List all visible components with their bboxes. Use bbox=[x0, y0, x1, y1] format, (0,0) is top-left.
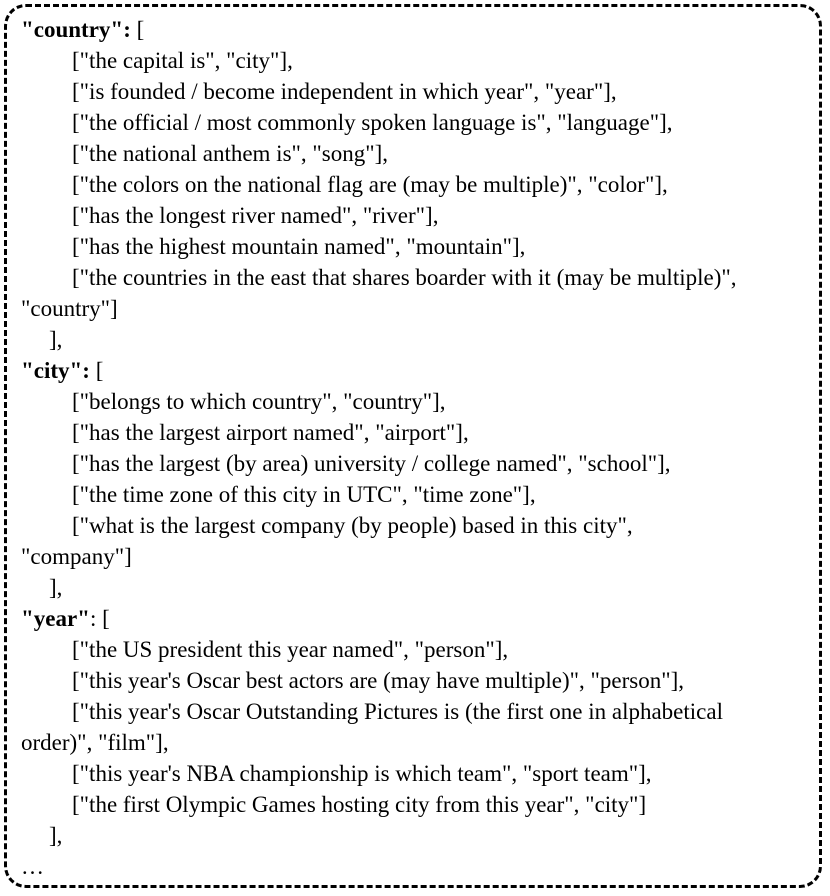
list-item: ["the capital is", "city"], bbox=[72, 48, 293, 73]
key-year: "year" bbox=[21, 606, 90, 631]
close-bracket: ], bbox=[49, 823, 63, 848]
section-header-year bbox=[21, 603, 817, 634]
json-listing bbox=[21, 14, 817, 882]
list-item: ["the official / most commonly spoken language is", "language"], bbox=[72, 110, 673, 135]
list-item: ["this year's Oscar best actors are (may have multiple)", "person"], bbox=[72, 668, 685, 693]
list-item-wrap: "company"] bbox=[21, 544, 132, 569]
ellipsis: … bbox=[21, 854, 44, 879]
list-item: ["is founded / become independent in which year", "year"], bbox=[72, 79, 617, 104]
section-header-country bbox=[21, 14, 817, 45]
list-item: ["the first Olympic Games hosting city from this year", "city"] bbox=[72, 792, 647, 817]
list-item: ["the national anthem is", "song"], bbox=[72, 141, 389, 166]
open-bracket: [ bbox=[89, 358, 104, 383]
section-header-city bbox=[21, 355, 817, 386]
close-bracket: ], bbox=[49, 575, 63, 600]
open-bracket: [ bbox=[130, 17, 145, 42]
list-item-wrap: "country"] bbox=[21, 296, 118, 321]
list-item-wrap: order)", "film"], bbox=[21, 730, 169, 755]
list-item: ["has the highest mountain named", "mountain"], bbox=[72, 234, 526, 259]
key-country: "country": bbox=[21, 17, 131, 42]
list-item: ["the colors on the national flag are (may be multiple)", "color"], bbox=[72, 172, 668, 197]
list-item: ["belongs to which country", "country"], bbox=[72, 389, 446, 414]
list-item: ["the time zone of this city in UTC", "time zone"], bbox=[72, 482, 536, 507]
list-item: ["this year's Oscar Outstanding Pictures is (the first one in alphabetical bbox=[72, 699, 723, 724]
list-item: ["the countries in the east that shares boarder with it (may be multiple)", bbox=[72, 265, 737, 290]
open-bracket: : [ bbox=[89, 606, 110, 631]
list-item: ["the US president this year named", "person"], bbox=[72, 637, 509, 662]
list-item: ["this year's NBA championship is which team", "sport team"], bbox=[72, 761, 652, 786]
list-item: ["has the longest river named", "river"], bbox=[72, 203, 439, 228]
list-item: ["what is the largest company (by people) based in this city", bbox=[72, 513, 633, 538]
close-bracket: ], bbox=[49, 327, 63, 352]
key-city: "city": bbox=[21, 358, 90, 383]
list-item: ["has the largest (by area) university / college named", "school"], bbox=[72, 451, 671, 476]
list-item: ["has the largest airport named", "airport"], bbox=[72, 420, 469, 445]
